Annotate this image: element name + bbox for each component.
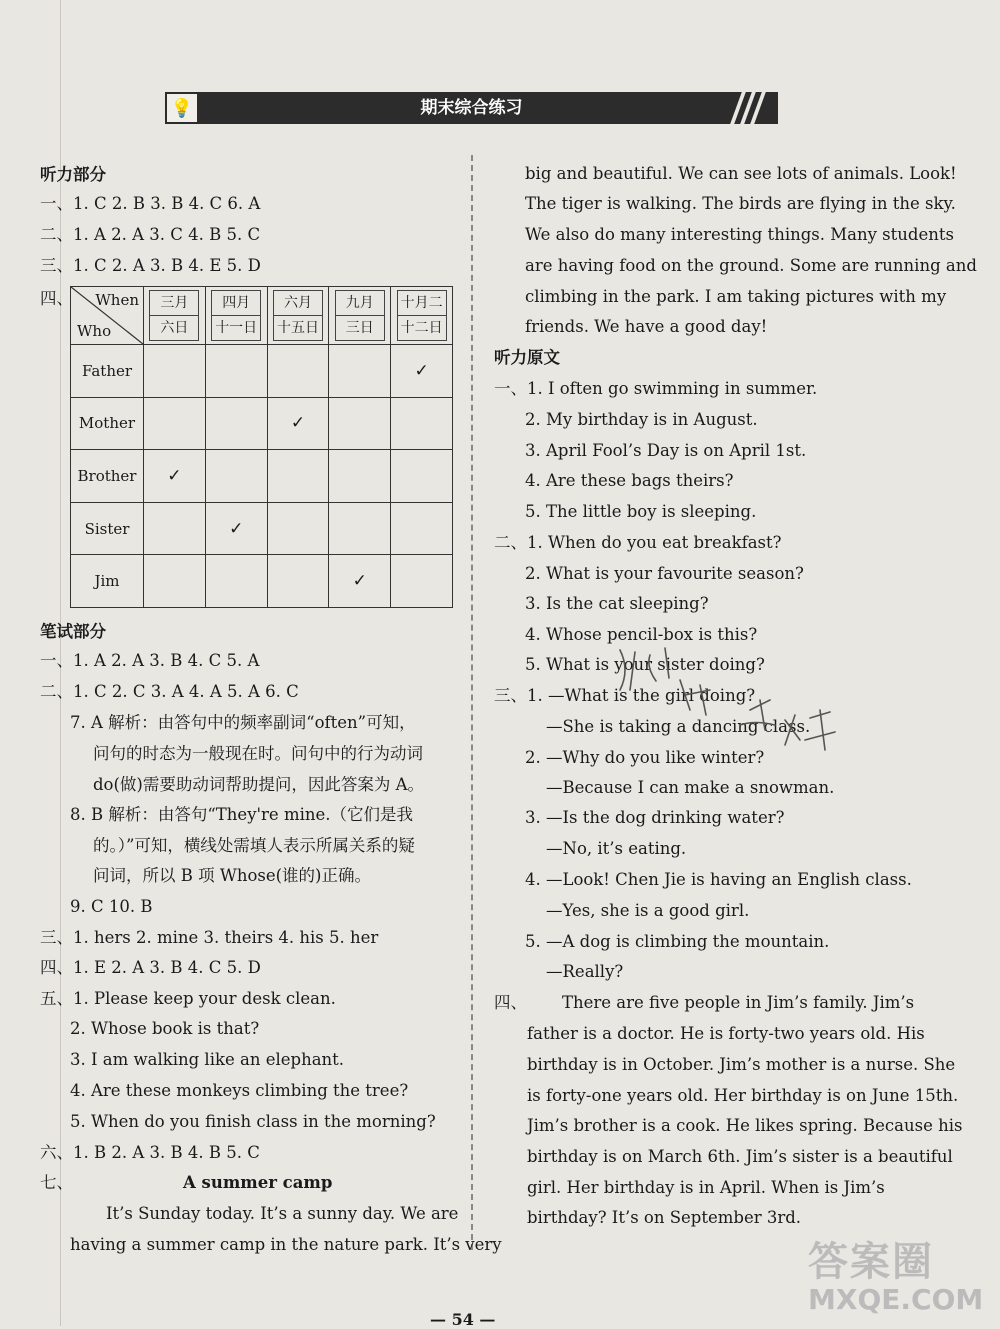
essay-label: 七、 [40,1173,73,1192]
essay-line: We also do many interesting things. Many students [525,225,954,244]
transcript-line: 4. Are these bags theirs? [525,471,734,490]
check-mark: ✓ [329,555,391,608]
transcript-line: father is a doctor. He is forty-two years old. His [527,1024,925,1043]
essay-line: big and beautiful. We can see lots of animals. Look! [525,164,957,183]
answer-line: 5. When do you finish class in the morning? [70,1112,436,1131]
analysis-line: 问词，所以 B 项 Whose(谁的)正确。 [93,866,371,885]
analysis-line: 问句的时态为一般现在时。问句中的行为动词 [93,744,423,763]
table-row [71,450,453,503]
essay-line: The tiger is walking. The birds are flying in the sky. [525,194,956,213]
answer-line: 2. Whose book is that? [70,1019,260,1038]
lightbulb-icon: 💡 [165,92,199,124]
transcript-line: 3. Is the cat sleeping? [525,594,709,613]
transcript-line: birthday? It’s on September 3rd. [527,1208,802,1227]
transcript-line: birthday is on March 6th. Jim’s sister is a beautiful [527,1147,953,1166]
column-header: 九月 三日 [329,287,391,345]
listening-heading: 听力部分 [40,165,106,184]
transcript-line: 2. My birthday is in August. [525,410,758,429]
check-mark: ✓ [267,397,329,450]
analysis-line: 7. A 解析：由答句中的频率副词“often”可知， [70,713,416,732]
transcript-line: 5. What is your sister doing? [525,655,765,674]
transcript-line: 3. April Fool’s Day is on April 1st. [525,441,807,460]
transcript-line: 一、1. I often go swimming in summer. [494,379,818,398]
column-divider [471,155,473,1250]
column-header: 三月 六日 [144,287,206,345]
transcript-line: —Because I can make a snowman. [546,778,835,797]
transcript-line: is forty-one years old. Her birthday is on June 15th. [527,1086,959,1105]
transcript-line: Jim’s brother is a cook. He likes spring. Because his [527,1116,963,1135]
watermark-url: MXQE.COM [808,1283,984,1316]
transcript-heading: 听力原文 [494,348,560,367]
row-name: Father [71,345,144,398]
answer-line: 一、1. A 2. A 3. B 4. C 5. A [40,651,260,670]
answer-line: 9. C 10. B [70,897,153,916]
answer-line: 五、1. Please keep your desk clean. [40,989,336,1008]
answer-line: 三、1. C 2. A 3. B 4. E 5. D [40,256,261,275]
transcript-line: 二、1. When do you eat breakfast? [494,533,782,552]
page-number: — 54 — [430,1310,496,1329]
check-mark: ✓ [391,345,453,398]
answer-line: 四、1. E 2. A 3. B 4. C 5. D [40,958,261,977]
table-row [71,555,453,608]
transcript-label: 四、 [494,993,527,1012]
table-row [71,502,453,555]
transcript-line: 5. The little boy is sleeping. [525,502,757,521]
essay-line: friends. We have a good day! [525,317,768,336]
essay-line: climbing in the park. I am taking pictures with my [525,287,947,306]
answer-line: 4. Are these monkeys climbing the tree? [70,1081,409,1100]
transcript-line: 4. Whose pencil-box is this? [525,625,758,644]
check-mark: ✓ [205,502,267,555]
analysis-line: 8. B 解析：由答句“They're mine.（它们是我 [70,805,414,824]
row-name: Sister [71,502,144,555]
table-row [71,397,453,450]
essay-line: It’s Sunday today. It’s a sunny day. We are [106,1204,459,1223]
transcript-line: 三、1. —What is the girl doing? [494,686,756,705]
column-header: 十月二 十二日 [391,287,453,345]
answer-line: 二、1. C 2. C 3. A 4. A 5. A 6. C [40,682,299,701]
transcript-line: There are five people in Jim’s family. Jim’s [562,993,915,1012]
handwritten-scribble [600,640,860,790]
analysis-line: do(做)需要助动词帮助提问，因此答案为 A。 [93,775,425,794]
table-corner [71,287,144,345]
banner-stripes [730,92,770,124]
corner-who: Who [77,322,112,340]
transcript-line: —Really? [546,962,624,981]
transcript-line: 4. —Look! Chen Jie is having an English class. [525,870,912,889]
watermark-logo: 答案圈 [808,1239,934,1285]
transcript-line: 3. —Is the dog drinking water? [525,808,785,827]
transcript-line: 2. —Why do you like winter? [525,748,765,767]
corner-when: When [95,291,139,309]
section-banner [165,92,778,124]
row-name: Jim [71,555,144,608]
row-name: Brother [71,450,144,503]
column-header: 六月 十五日 [267,287,329,345]
transcript-line: —She is taking a dancing class. [546,717,811,736]
transcript-line: girl. Her birthday is in April. When is Jim’s [527,1178,885,1197]
answer-line: 六、1. B 2. A 3. B 4. B 5. C [40,1143,260,1162]
banner-title: 期末综合练习 [420,98,523,118]
transcript-line: 2. What is your favourite season? [525,564,804,583]
essay-line: having a summer camp in the nature park. It’s very [70,1235,502,1254]
essay-title: A summer camp [183,1173,333,1192]
answer-line: 二、1. A 2. A 3. C 4. B 5. C [40,225,261,244]
essay-line: are having food on the ground. Some are running and [525,256,977,275]
transcript-line: birthday is in October. Jim’s mother is a nurse. She [527,1055,956,1074]
table-row [71,345,453,398]
transcript-line: —Yes, she is a good girl. [546,901,750,920]
watermark [808,1240,996,1324]
transcript-line: —No, it’s eating. [546,839,687,858]
column-header: 四月 十一日 [205,287,267,345]
written-heading: 笔试部分 [40,622,106,641]
transcript-line: 5. —A dog is climbing the mountain. [525,932,830,951]
answer-line: 3. I am walking like an elephant. [70,1050,345,1069]
answer-line: 三、1. hers 2. mine 3. theirs 4. his 5. her [40,928,379,947]
check-mark: ✓ [144,450,206,503]
table-label: 四、 [40,289,73,308]
analysis-line: 的。）”可知，横线处需填人表示所属关系的疑 [93,836,415,855]
answer-line: 一、1. C 2. B 3. B 4. C 6. A [40,194,261,213]
row-name: Mother [71,397,144,450]
birthday-table [70,286,453,608]
